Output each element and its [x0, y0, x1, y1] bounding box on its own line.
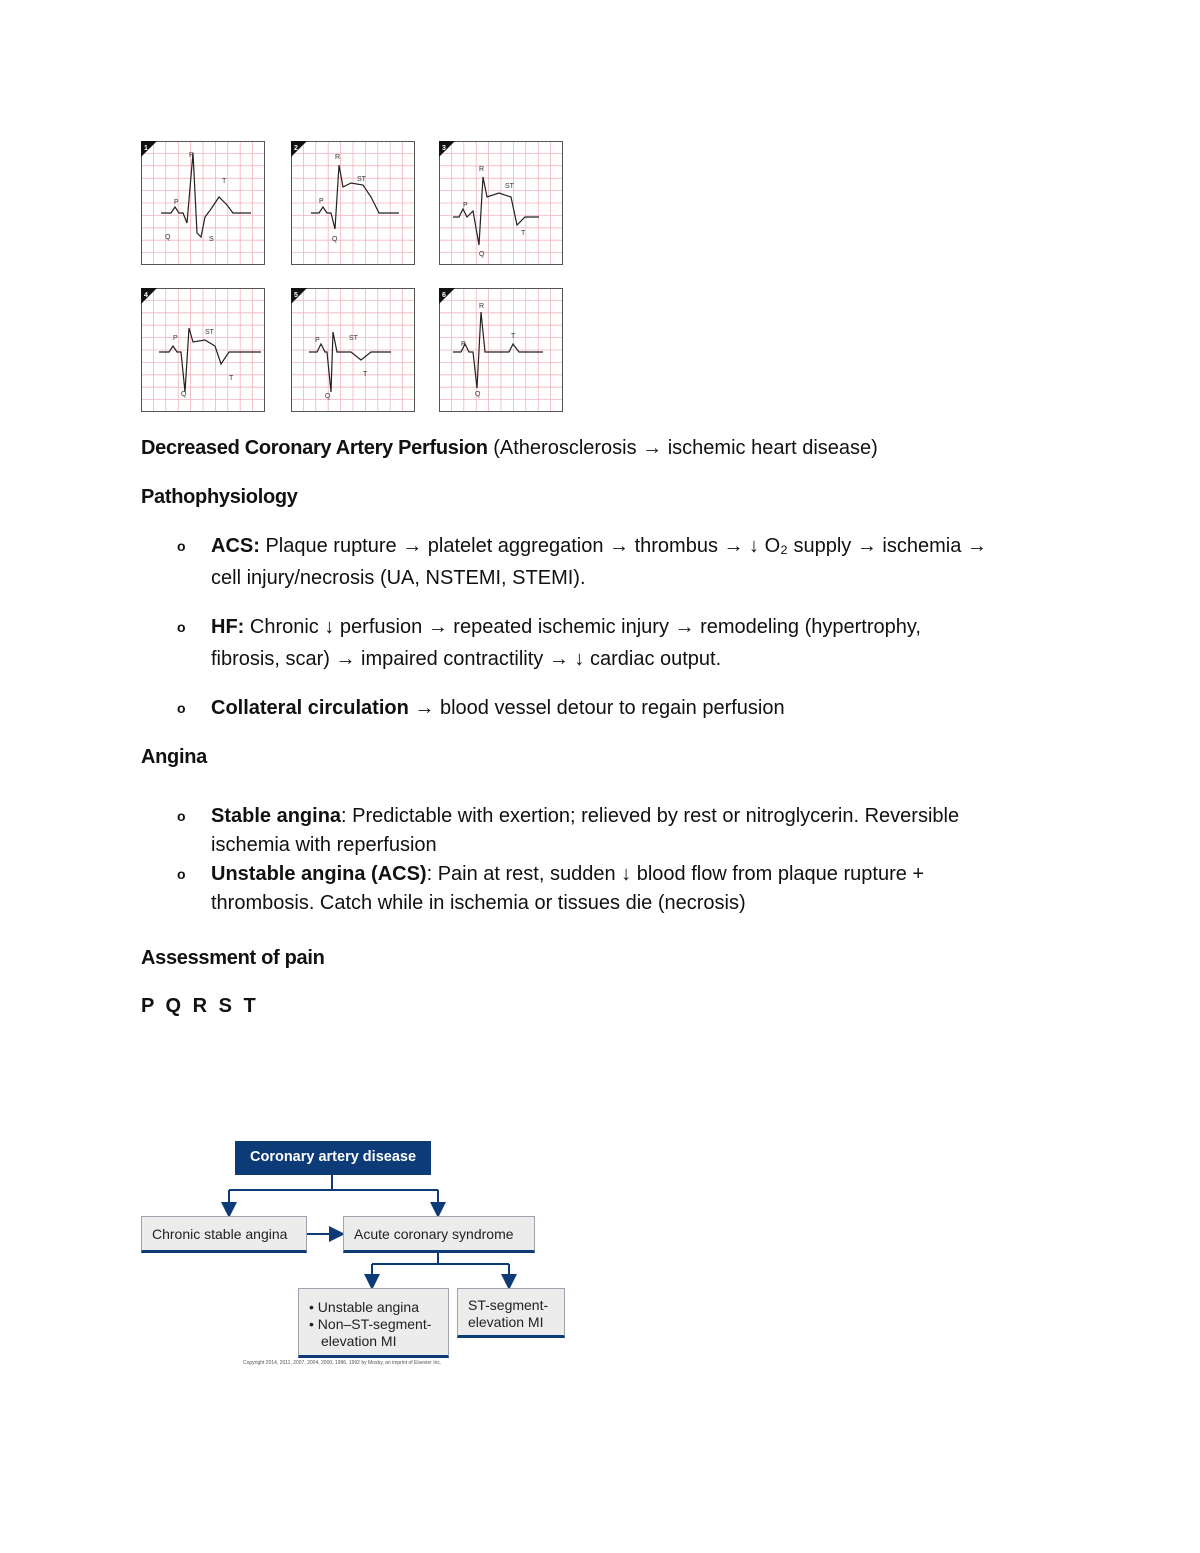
ecg-waveform-5: [291, 288, 415, 412]
svg-text:P: P: [461, 341, 466, 348]
assessment-heading: Assessment of pain: [141, 947, 325, 969]
ecg-waveform-4: [141, 288, 265, 412]
list-item-stable-angina: o Stable angina: Predictable with exertion; relieved by rest or nitroglycerin. Reversible ischemia with reperfusion: [141, 802, 1071, 860]
pqrst-heading: P Q R S T: [141, 995, 259, 1017]
svg-text:2: 2: [294, 145, 298, 152]
list-item-collateral: o Collateral circulation → blood vessel detour to regain perfusion: [141, 692, 1071, 724]
ecg-panel-6: [439, 288, 563, 412]
svg-text:R: R: [479, 166, 485, 173]
list-item-unstable-angina: o Unstable angina (ACS): Pain at rest, sudden ↓ blood flow from plaque rupture + thrombosis. Catch while in ischemia or tissues die (necrosis): [141, 860, 1071, 918]
svg-text:T: T: [511, 333, 516, 340]
flow-nstemi-box: • Unstable angina • Non–ST-segment- elevation MI: [298, 1288, 449, 1358]
cad-flowchart: [141, 1138, 571, 1373]
svg-text:ST: ST: [357, 176, 366, 183]
ecg-panel-2: [291, 141, 415, 265]
svg-text:R: R: [479, 303, 485, 310]
ecg-panel-number: 1: [144, 145, 148, 152]
section-title: [141, 432, 1071, 464]
ecg-waveform-6: [439, 288, 563, 412]
svg-text:P: P: [173, 335, 178, 342]
svg-text:R: R: [189, 152, 195, 159]
bullet-icon: o: [177, 866, 186, 882]
svg-text:Q: Q: [332, 236, 338, 243]
svg-text:4: 4: [144, 292, 148, 299]
section-title-bold: Decreased Coronary Artery Perfusion: [141, 437, 488, 459]
section-title-note: (Atherosclerosis → ischemic heart disease): [493, 437, 878, 459]
ecg-waveform-1: [141, 141, 265, 265]
ecg-panel-4: [141, 288, 265, 412]
document-body: [141, 432, 1071, 1022]
svg-text:5: 5: [294, 292, 298, 299]
svg-text:ST: ST: [505, 183, 514, 190]
bullet-icon: o: [177, 700, 186, 716]
svg-text:P: P: [319, 198, 324, 205]
svg-text:P: P: [174, 199, 179, 206]
pathophysiology-heading: Pathophysiology: [141, 486, 298, 508]
bullet-icon: o: [177, 619, 186, 635]
ecg-panel-3: [439, 141, 563, 265]
svg-text:Q: Q: [165, 234, 171, 241]
angina-heading: Angina: [141, 746, 207, 768]
ecg-waveform-2: [291, 141, 415, 265]
svg-text:ST: ST: [349, 335, 358, 342]
svg-text:R: R: [335, 154, 341, 161]
svg-text:Q: Q: [475, 391, 481, 398]
list-item-acs: o ACS: Plaque rupture → platelet aggregation → thrombus → ↓ O₂ supply → ischemia → cell injury/necrosis (UA, NSTEMI, STEMI).: [141, 530, 1071, 594]
flow-stable-angina-box: Chronic stable angina: [141, 1216, 307, 1253]
flow-root-box: Coronary artery disease: [235, 1141, 431, 1175]
svg-text:6: 6: [442, 292, 446, 299]
copyright-note: Copyright 2014, 2011, 2007, 2004, 2000, 1996, 1992 by Mosby, an imprint of Elsevier Inc.: [243, 1360, 442, 1366]
ecg-panel-grid: [141, 141, 566, 416]
ecg-panel-1: [141, 141, 265, 265]
bullet-icon: o: [177, 538, 186, 554]
svg-text:Q: Q: [181, 391, 187, 398]
svg-text:T: T: [363, 371, 368, 378]
svg-text:Q: Q: [479, 251, 485, 258]
bullet-icon: o: [177, 808, 186, 824]
ecg-waveform-3: [439, 141, 563, 265]
svg-text:S: S: [209, 236, 214, 243]
svg-text:P: P: [463, 202, 468, 209]
svg-text:Q: Q: [325, 393, 331, 400]
svg-text:ST: ST: [205, 329, 214, 336]
svg-text:T: T: [222, 178, 227, 185]
flow-acs-box: Acute coronary syndrome: [343, 1216, 535, 1253]
list-item-hf: o HF: Chronic ↓ perfusion → repeated ischemic injury → remodeling (hypertrophy, fibrosis, scar) → impaired contractility → ↓ cardiac output.: [141, 611, 1071, 675]
svg-text:3: 3: [442, 145, 446, 152]
flow-stemi-box: ST-segment- elevation MI: [457, 1288, 565, 1338]
svg-text:P: P: [315, 337, 320, 344]
svg-text:T: T: [229, 375, 234, 382]
svg-text:T: T: [521, 230, 526, 237]
ecg-panel-5: [291, 288, 415, 412]
